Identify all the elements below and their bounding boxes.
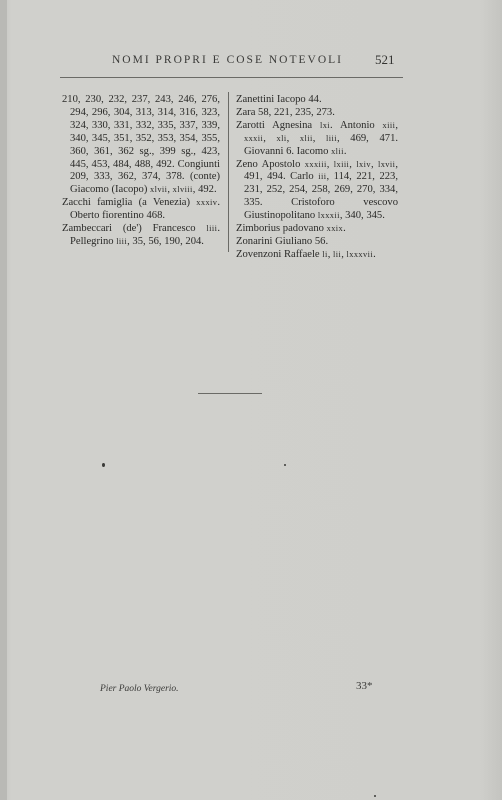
entry-text: Zanettini Iacopo 44.: [236, 94, 322, 105]
entry-text: , 469, 471. Giovanni 6. Iacomo: [244, 132, 399, 157]
entry-text: Zarotti Agnesina: [236, 119, 320, 131]
page-gutter: [0, 0, 7, 800]
roman-numeral: xxxiii: [304, 159, 327, 169]
roman-numeral: liii: [326, 133, 337, 143]
entry-text: ,: [312, 132, 327, 144]
roman-numeral: lxiii: [333, 159, 350, 169]
index-column-left: [62, 94, 220, 249]
roman-numeral: xlvii: [150, 185, 168, 195]
index-entry: [236, 120, 398, 159]
index-entry: [62, 94, 220, 197]
roman-numeral: xxxii: [244, 133, 264, 143]
entry-text: .: [373, 248, 376, 260]
entry-text: Zonarini Giuliano 56.: [236, 235, 329, 247]
header-rule: [60, 77, 403, 78]
entry-text: .: [343, 145, 347, 157]
entry-text: . Antonio: [330, 119, 383, 131]
entry-text: , 114, 221, 223, 231, 252, 254, 258, 269, 270, 334, 335. Cristoforo vescovo Giustinopolitano: [244, 171, 398, 222]
index-entry: [236, 107, 398, 120]
entry-text: ,: [326, 158, 334, 170]
column-divider: [228, 92, 229, 252]
ink-speck: [374, 795, 376, 797]
entry-text: Zambeccari (de') Francesco: [62, 223, 207, 235]
entry-text: . Pellegrino: [70, 223, 220, 247]
entry-text: ,: [263, 132, 277, 144]
entry-text: , 492.: [192, 184, 217, 196]
end-rule: [198, 393, 262, 394]
entry-text: ,: [327, 248, 334, 260]
roman-numeral: xiii: [382, 120, 396, 130]
entry-text: , 35, 56, 190, 204.: [127, 235, 204, 247]
entry-text: Zacchi famiglia (a Venezia): [62, 197, 197, 209]
entry-text: . Oberto fiorentino 468.: [70, 197, 220, 222]
roman-numeral: lxxxii: [317, 211, 340, 221]
roman-numeral: liii: [116, 236, 128, 246]
entry-text: ,: [349, 158, 357, 170]
roman-numeral: xlviii: [172, 185, 193, 195]
index-entry: [62, 197, 220, 223]
roman-numeral: lxxxvii: [346, 249, 374, 259]
roman-numeral: lxvii: [377, 159, 396, 169]
entry-text: Zeno Apostolo: [236, 158, 305, 170]
roman-numeral: li: [322, 249, 328, 259]
roman-numeral: xli: [276, 133, 287, 143]
signature-mark: 33*: [356, 680, 373, 692]
entry-text: Zara 58, 221, 235, 273.: [236, 106, 335, 118]
footer-author: Pier Paolo Vergerio.: [100, 684, 179, 694]
index-entry: [62, 223, 220, 249]
roman-numeral: xxix: [326, 224, 344, 234]
entry-text: ,: [341, 248, 347, 260]
roman-numeral: iii: [318, 172, 327, 182]
index-entry: [236, 249, 398, 262]
ink-speck: [284, 464, 286, 466]
entry-text: 210, 230, 232, 237, 243, 246, 276, 294, 296, 304, 313, 314, 316, 323, 324, 330, 331, 332, 335, 337, 339, 340, 345, 351, 352, 353, 354, 355, 360, 361, 362 sg., 399 sg., 423, 445, 453, 484, 488, 492. Congiunti 209, 333, 362, 374, 378. (conte) Giacomo (Iacopo): [62, 94, 220, 196]
page-number: 521: [375, 52, 395, 67]
index-column-right: [236, 94, 398, 262]
entry-text: ,: [286, 132, 300, 144]
index-entry: [236, 159, 398, 224]
roman-numeral: lii: [333, 249, 342, 259]
entry-text: .: [343, 223, 346, 235]
entry-text: Zimborius padovano: [236, 223, 327, 235]
roman-numeral: xlii: [299, 133, 313, 143]
entry-text: , 340, 345.: [339, 210, 385, 222]
entry-text: ,: [370, 158, 378, 170]
roman-numeral: xlii: [331, 146, 344, 156]
roman-numeral: liii: [206, 224, 218, 234]
entry-text: , 491, 494. Carlo: [244, 158, 398, 183]
entry-text: Zovenzoni Raffaele: [236, 248, 323, 260]
index-entry: [236, 94, 398, 107]
ink-speck: [102, 463, 105, 467]
running-head-title: NOMI PROPRI E COSE NOTEVOLI: [112, 54, 343, 66]
entry-text: ,: [395, 119, 398, 131]
roman-numeral: lxi: [319, 120, 331, 130]
index-entry: [236, 223, 398, 236]
entry-text: ,: [167, 184, 173, 196]
index-entry: [236, 236, 398, 249]
roman-numeral: xxxiv: [196, 198, 218, 208]
roman-numeral: lxiv: [356, 159, 371, 169]
